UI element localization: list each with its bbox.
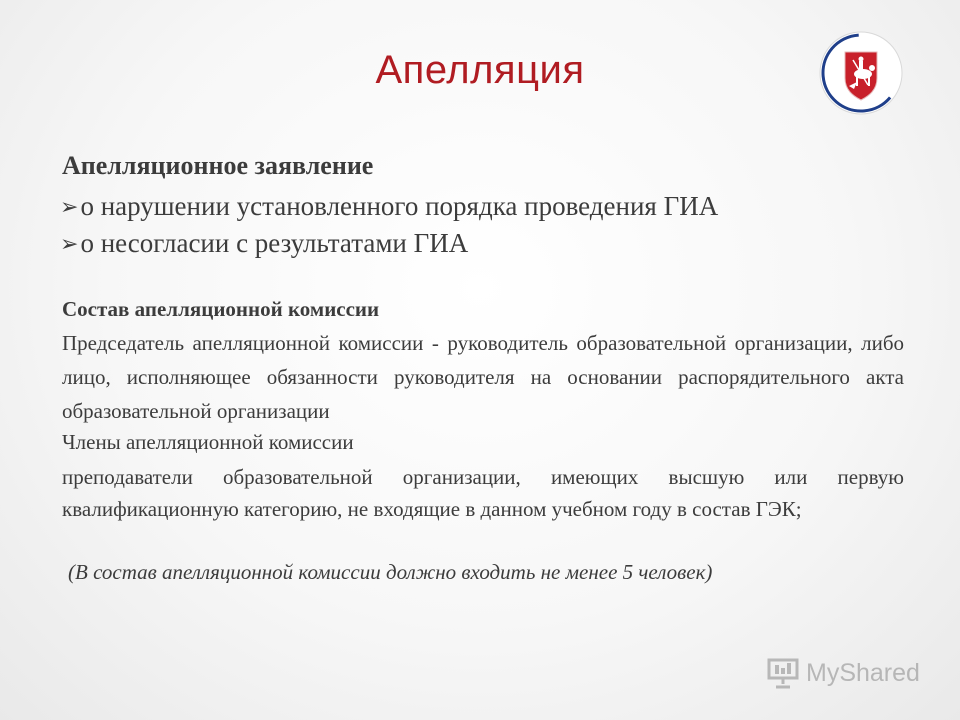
moscow-coat-of-arms-icon xyxy=(818,30,904,116)
chairman-paragraph: Председатель апелляционной комиссии - руководитель образовательной организации, либо лицо, исполняющее обязанности руководителя на основании распорядительного акта образовательной организации xyxy=(62,331,904,423)
bullet-text: о несогласии с результатами ГИА xyxy=(80,228,469,258)
myshared-watermark xyxy=(766,656,920,690)
slide-title: Апелляция xyxy=(375,48,585,92)
commission-heading: Состав апелляционной комиссии xyxy=(62,297,380,321)
appeal-bullet-list xyxy=(60,188,718,262)
members-title: Члены апелляционной комиссии xyxy=(62,430,354,454)
appeal-heading: Апелляционное заявление xyxy=(62,151,374,180)
arrow-bullet-icon: ➢ xyxy=(60,231,79,256)
bullet-item xyxy=(60,225,718,262)
members-paragraph: преподаватели образовательной организации, имеющих высшую или первую квалификационную категорию, не входящие в данном учебном году в состав ГЭК; xyxy=(62,465,904,521)
bullet-item xyxy=(60,188,718,225)
arrow-bullet-icon: ➢ xyxy=(60,194,79,219)
bullet-text: о нарушении установленного порядка проведения ГИА xyxy=(80,191,719,221)
presentation-board-icon xyxy=(766,656,800,690)
commission-size-note: (В состав апелляционной комиссии должно входить не менее 5 человек) xyxy=(68,560,713,584)
watermark-text: MyShared xyxy=(806,658,920,687)
